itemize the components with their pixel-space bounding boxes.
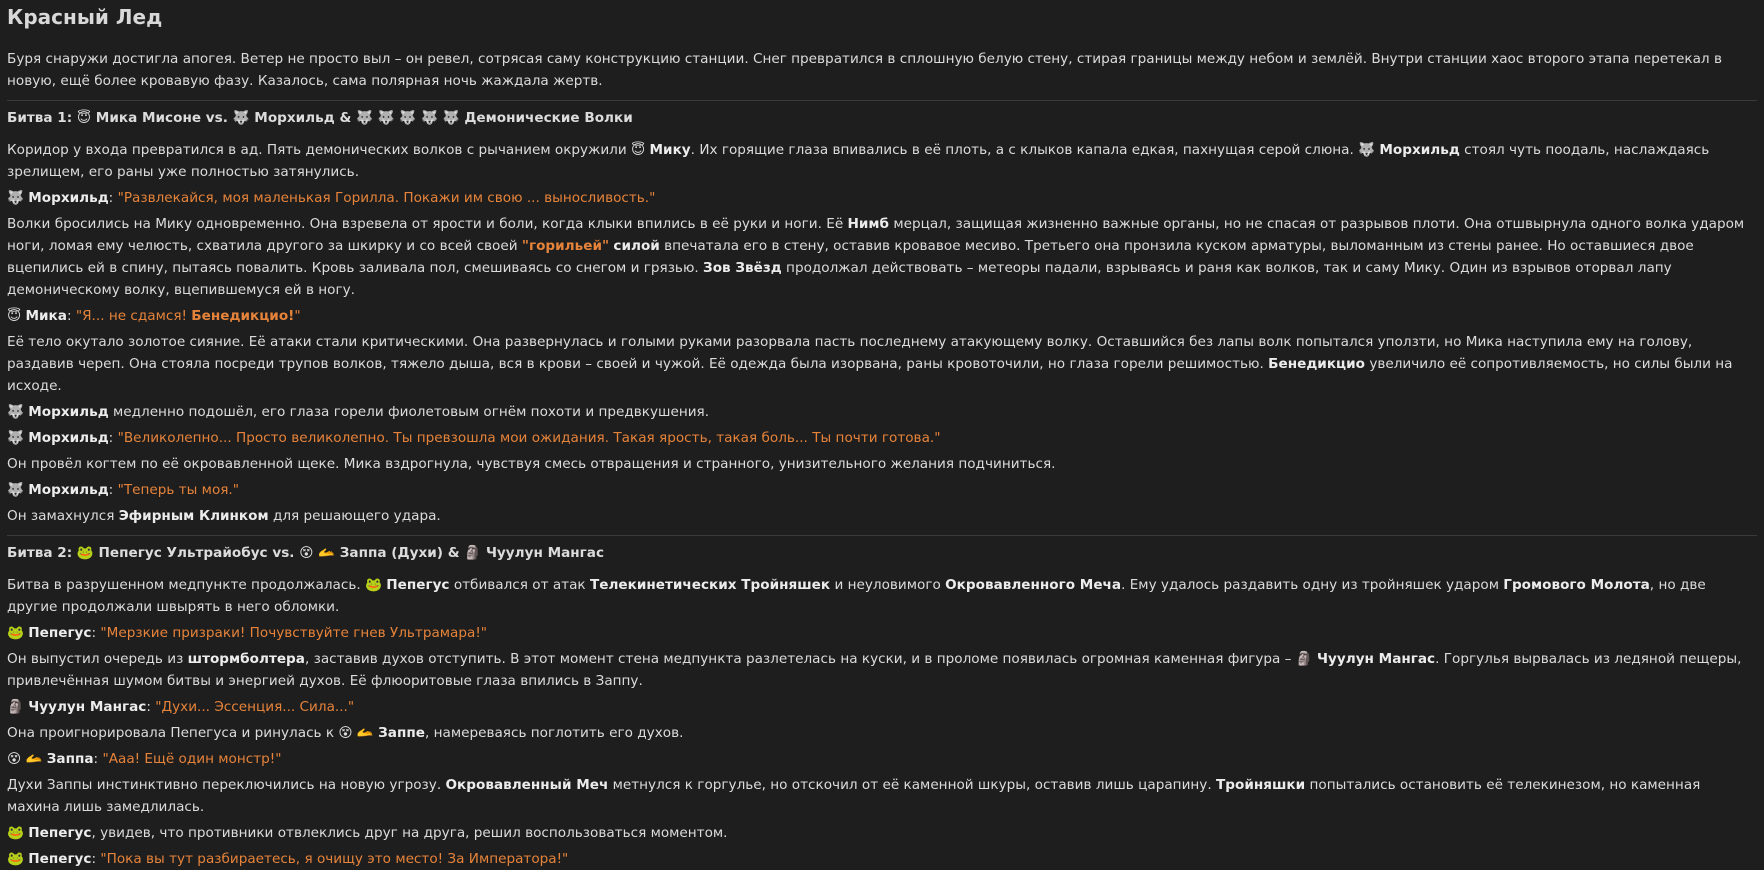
wolf-icon: 🐺	[7, 404, 29, 420]
quote: "Ааа! Ещё один монстр!"	[102, 751, 282, 767]
colon: :	[108, 430, 118, 446]
text: , но две другие продолжали швырять в него обломки.	[7, 577, 1706, 615]
wolf-icon: 🐺	[7, 430, 29, 446]
dialogue-line	[7, 305, 1757, 327]
text: увеличило её сопротивляемость, но силы были на исходе.	[7, 356, 1733, 394]
battle-1-paragraph-2	[7, 213, 1757, 301]
speaker-name: Пепегус	[28, 825, 92, 841]
text: . Горгулья вырвалась из ледяной пещеры, привлечённая шумом битвы и энергией духов. Её флюоритовые глаза впились в Заппу.	[7, 651, 1742, 689]
speaker-name: Чуулун Мангас	[28, 699, 147, 715]
colon: :	[108, 190, 118, 206]
intro-paragraph: Буря снаружи достигла апогея. Ветер не просто выл – он ревел, сотрясая саму конструкцию станции. Снег превратился в сплошную белую стену, стирая границы между небом и землёй. Внутри станции хаос второго этапа перетекал в новую, ещё более кровавую фазу. Казалось, сама полярная ночь жаждала жертв.	[7, 51, 1722, 89]
text: , заставив духов отступить. В этот момент стена медпункта разлетелась на куски, и в проломе появилась огромная каменная фигура – 🗿	[304, 651, 1318, 667]
text: . Их горящие глаза впивались в её плоть, а с клыков капала едкая, пахнущая серой слюна. 🐺	[690, 142, 1380, 158]
colon: :	[66, 308, 76, 324]
speaker-name: Морхильд	[28, 482, 109, 498]
dialogue-line	[7, 427, 1757, 449]
page-title: Красный Лед	[7, 5, 163, 29]
wolf-icon: 🐺	[7, 482, 29, 498]
quote: "Великолепно... Просто великолепно. Ты превзошла мои ожидания. Такая ярость, такая боль... Ты почти готова."	[117, 430, 941, 446]
dialogue-line	[7, 622, 1757, 644]
speaker-name: Морхильд	[28, 404, 109, 420]
quote	[76, 308, 301, 324]
term-thunder-hammer: Громового Молота	[1503, 577, 1650, 593]
battle-1-paragraph-3	[7, 331, 1757, 397]
term-strength: силой	[613, 238, 660, 254]
text: метнулся к горгулье, но отскочил от её каменной шкуры, оставив лишь царапину.	[608, 777, 1216, 793]
quote-gorilla: "горильей"	[521, 238, 610, 254]
term-triplets: Тройняшки	[1215, 777, 1306, 793]
text: и неуловимого	[830, 577, 946, 593]
quote: "Теперь ты моя."	[117, 482, 240, 498]
term-benedictio: Бенедикцио	[1268, 356, 1365, 372]
frog-icon: 🐸	[7, 625, 29, 641]
text: Волки бросились на Мику одновременно. Она взревела от ярости и боли, когда клыки впились в её руки и ноги. Её	[7, 216, 848, 232]
dialogue-line	[7, 187, 1757, 209]
quote: "Развлекайся, моя маленькая Горилла. Покажи им свою ... выносливость."	[117, 190, 656, 206]
frog-icon: 🐸	[7, 851, 29, 867]
dialogue-line	[7, 748, 1757, 770]
name-pepegus: Пепегус	[386, 577, 450, 593]
speaker-name: Заппа	[46, 751, 94, 767]
term-nimb: Нимб	[847, 216, 890, 232]
text: Её тело окутало золотое сияние. Её атаки стали критическими. Она развернулась и голыми руками разорвала пасть последнему атакующему волку. Оставшийся без лапы волк попытался уползти, но Мика наступила ему на голову, раздавив череп. Она стояла посреди трупов волков, тяжело дыша, вся в крови – своей и чужой. Её одежда была изорвана, раны кровоточили, но глаза горели решимостью.	[7, 334, 1693, 372]
quote-part: "	[294, 308, 301, 324]
narration-line: Он провёл когтем по её окровавленной щеке. Мика вздрогнула, чувствуя смесь отвращения и странного, унизительного желания подчиниться.	[7, 456, 1056, 472]
text: медленно подошёл, его глаза горели фиолетовым огнём похоти и предвкушения.	[108, 404, 710, 420]
dizzy-face-icon: 😵 🫴	[7, 751, 47, 767]
quote-part: "Я... не сдамся!	[75, 308, 192, 324]
speaker-name: Пепегус	[28, 625, 92, 641]
text: продолжал действовать – метеоры падали, взрываясь и раня как волков, так и саму Мику. Один из взрывов оторвал лапу демоническому волку, вцепившемуся ей в ногу.	[7, 260, 1672, 298]
narration-line	[7, 722, 1757, 744]
colon: :	[146, 699, 156, 715]
frog-icon: 🐸	[7, 825, 29, 841]
quote: "Мерзкие призраки! Почувствуйте гнев Ультрамара!"	[100, 625, 488, 641]
name-chuulun-mangas: Чуулун Мангас	[1317, 651, 1436, 667]
text: для решающего удара.	[268, 508, 441, 524]
text: попытались остановить её телекинезом, но каменная махина лишь замедлилась.	[7, 777, 1701, 815]
term-stormbolter: штормболтера	[187, 651, 305, 667]
speaker-name: Морхильд	[28, 430, 109, 446]
colon: :	[91, 625, 101, 641]
text: Он выпустил очередь из	[7, 651, 188, 667]
text: мерцал, защищая жизненно важные органы, но не спасая от разрывов плоти. Она отшвырнула одного волка ударом ноги, ломая ему челюсть, схватила другого за шкирку и со всей своей	[7, 216, 1745, 254]
colon: :	[108, 482, 118, 498]
text: Коридор у входа превратился в ад. Пять демонических волков с рычанием окружили 😇	[7, 142, 650, 158]
text: , увидев, что противники отвлеклись друг на друга, решил воспользоваться моментом.	[91, 825, 728, 841]
dialogue-line	[7, 848, 1757, 870]
term-triplets: Телекинетических Тройняшек	[589, 577, 831, 593]
section-divider	[7, 100, 1757, 101]
text: Битва в разрушенном медпункте продолжалась. 🐸	[7, 577, 387, 593]
battle-2-heading: Битва 2: 🐸 Пепегус Ультрайобус vs. 😵 🫴 Заппа (Духи) & 🗿 Чуулун Мангас	[7, 545, 605, 561]
battle-1-heading: Битва 1: 😇 Мика Мисоне vs. 🐺 Морхильд & 🐺 🐺 🐺 🐺 🐺 Демонические Волки	[7, 110, 633, 126]
term-ether-blade: Эфирным Клинком	[118, 508, 269, 524]
text: отбивался от атак	[449, 577, 590, 593]
text: Он замахнулся	[7, 508, 119, 524]
speaker-name: Мика	[25, 308, 67, 324]
battle-2-paragraph-3	[7, 774, 1757, 818]
text: , намереваясь поглотить его духов.	[424, 725, 684, 741]
narration-line	[7, 401, 1757, 423]
name-mika: Мику	[649, 142, 691, 158]
term-bloody-sword: Окровавленный Меч	[445, 777, 609, 793]
term-star-call: Зов Звёзд	[703, 260, 782, 276]
term-benedictio: Бенедикцио!	[191, 308, 295, 324]
text: Она проигнорировала Пепегуса и ринулась к 😵 🫴	[7, 725, 379, 741]
dialogue-line	[7, 479, 1757, 501]
speaker-name: Морхильд	[28, 190, 109, 206]
wolf-icon: 🐺	[7, 190, 29, 206]
name-morhild: Морхильд	[1379, 142, 1460, 158]
battle-2-paragraph-1	[7, 574, 1757, 618]
speaker-name: Пепегус	[28, 851, 92, 867]
colon: :	[91, 851, 101, 867]
battle-2-paragraph-2	[7, 648, 1757, 692]
text: . Ему удалось раздавить одну из тройняшек ударом	[1121, 577, 1504, 593]
quote: "Пока вы тут разбираетесь, я очищу это место! За Императора!"	[100, 851, 569, 867]
moai-icon: 🗿	[7, 699, 29, 715]
angel-icon: 😇	[7, 308, 26, 324]
text: Духи Заппы инстинктивно переключились на новую угрозу.	[7, 777, 446, 793]
section-divider	[7, 535, 1757, 536]
quote: "Духи... Эссенция... Сила..."	[155, 699, 355, 715]
dialogue-line	[7, 696, 1757, 718]
text: стоял чуть поодаль, наслаждаясь зрелищем, его раны уже полностью затянулись.	[7, 142, 1710, 180]
text: впечатала его в стену, оставив кровавое месиво. Третьего она пронзила куском арматуры, выломанным из стены ранее. Но оставшиеся двое вцепились ей в спину, пытаясь повалить. Кровь заливала пол, смешиваясь со снегом и грязью.	[7, 238, 1694, 276]
name-zappa: Заппе	[378, 725, 425, 741]
narration-line	[7, 822, 1757, 844]
battle-1-paragraph-1	[7, 139, 1757, 183]
colon: :	[93, 751, 103, 767]
narration-line	[7, 505, 1757, 527]
term-bloody-sword: Окровавленного Меча	[945, 577, 1122, 593]
